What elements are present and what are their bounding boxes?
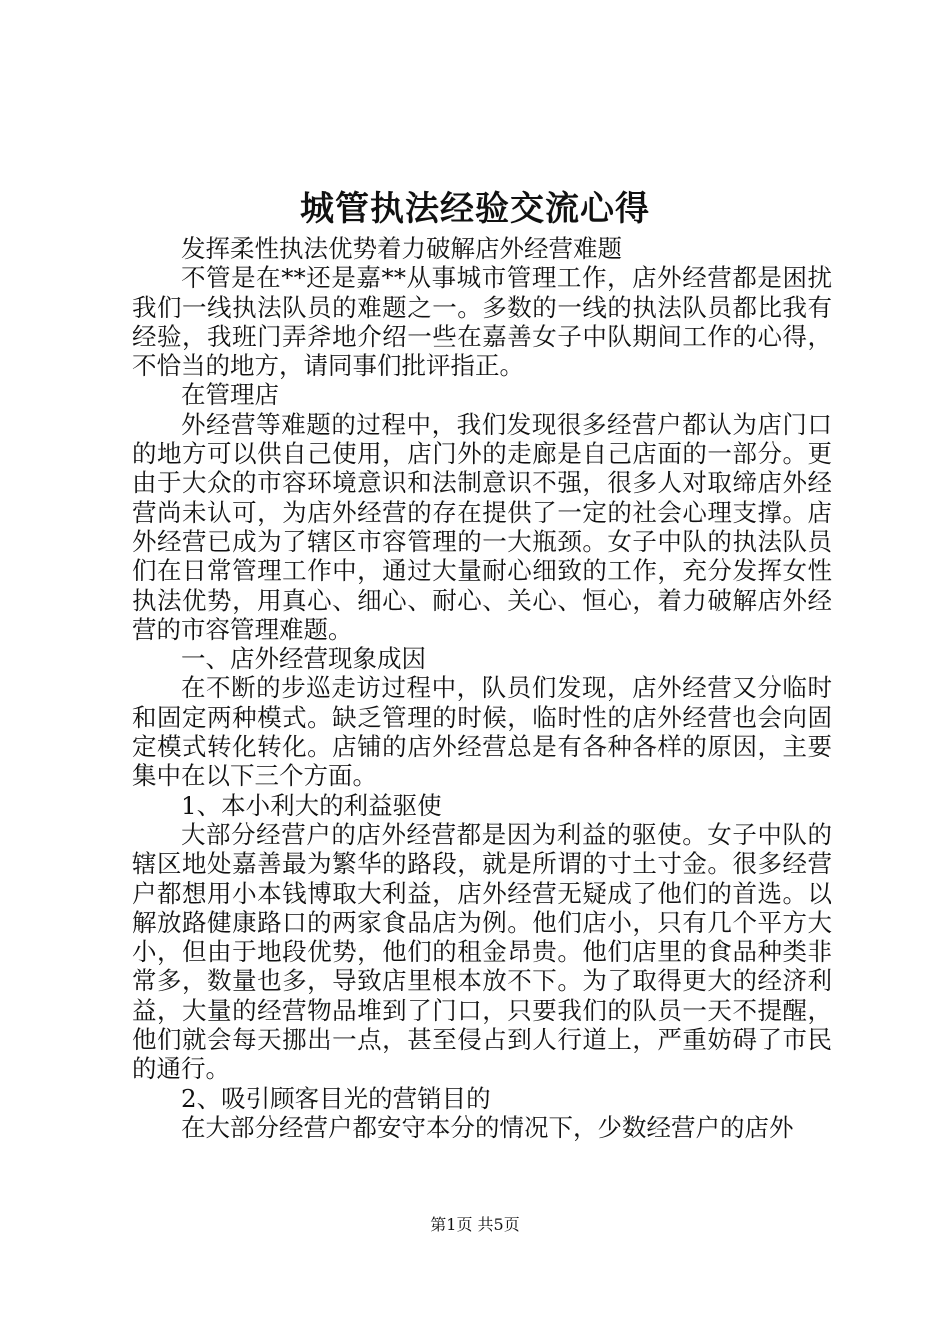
paragraph-causes: 在不断的步巡走访过程中，队员们发现，店外经营又分临时和固定两种模式。缺乏管理的时候，临时性的店外经营也会向固定模式转化转化。店铺的店外经营总是有各种各样的原因，主要集中在以下三个方面。 (132, 673, 832, 791)
paragraph-profit: 大部分经营户的店外经营都是因为利益的驱使。女子中队的辖区地处嘉善最为繁华的路段，就是所谓的寸土寸金。很多经营户都想用小本钱博取大利益，店外经营无疑成了他们的首选。以解放路健康路口的两家食品店为例。他们店小，只有几个平方大小，但由于地段优势，他们的租金昂贵。他们店里的食品种类非常多，数量也多，导致店里根本放不下。为了取得更大的经济利益，大量的经营物品堆到了门口，只要我们的队员一天不提醒，他们就会每天挪出一点，甚至侵占到人行道上，严重妨碍了市民的通行。 (132, 819, 832, 1084)
paragraph-marketing: 在大部分经营户都安守本分的情况下，少数经营户的店外 (181, 1112, 794, 1142)
document-body (132, 234, 832, 1142)
paragraph-management-start: 在管理店 (181, 380, 279, 410)
paragraph-subtitle: 发挥柔性执法优势着力破解店外经营难题 (181, 234, 622, 263)
page-footer: 第1页 共5页 (430, 1215, 520, 1234)
document-title: 城管执法经验交流心得 (300, 189, 650, 229)
paragraph-intro: 不管是在**还是嘉**从事城市管理工作，店外经营都是困扰我们一线执法队员的难题之一。多数的一线的执法队员都比我有经验，我班门弄斧地介绍一些在嘉善女子中队期间工作的心得，不恰当的地方，请同事们批评指正。 (132, 263, 832, 381)
paragraph-management-body: 外经营等难题的过程中，我们发现很多经营户都认为店门口的地方可以供自己使用，店门外的走廊是自己店面的一部分。更由于大众的市容环境意识和法制意识不强，很多人对取缔店外经营尚未认可，为店外经营的存在提供了一定的社会心理支撑。店外经营已成为了辖区市容管理的一大瓶颈。女子中队的执法队员们在日常管理工作中，通过大量耐心细致的工作，充分发挥女性执法优势，用真心、细心、耐心、关心、恒心，着力破解店外经营的市容管理难题。 (132, 409, 832, 644)
section-heading-causes: 一、店外经营现象成因 (181, 644, 426, 674)
subheading-marketing: 2、吸引顾客目光的营销目的 (181, 1083, 491, 1113)
subheading-profit: 1、本小利大的利益驱使 (181, 790, 442, 820)
